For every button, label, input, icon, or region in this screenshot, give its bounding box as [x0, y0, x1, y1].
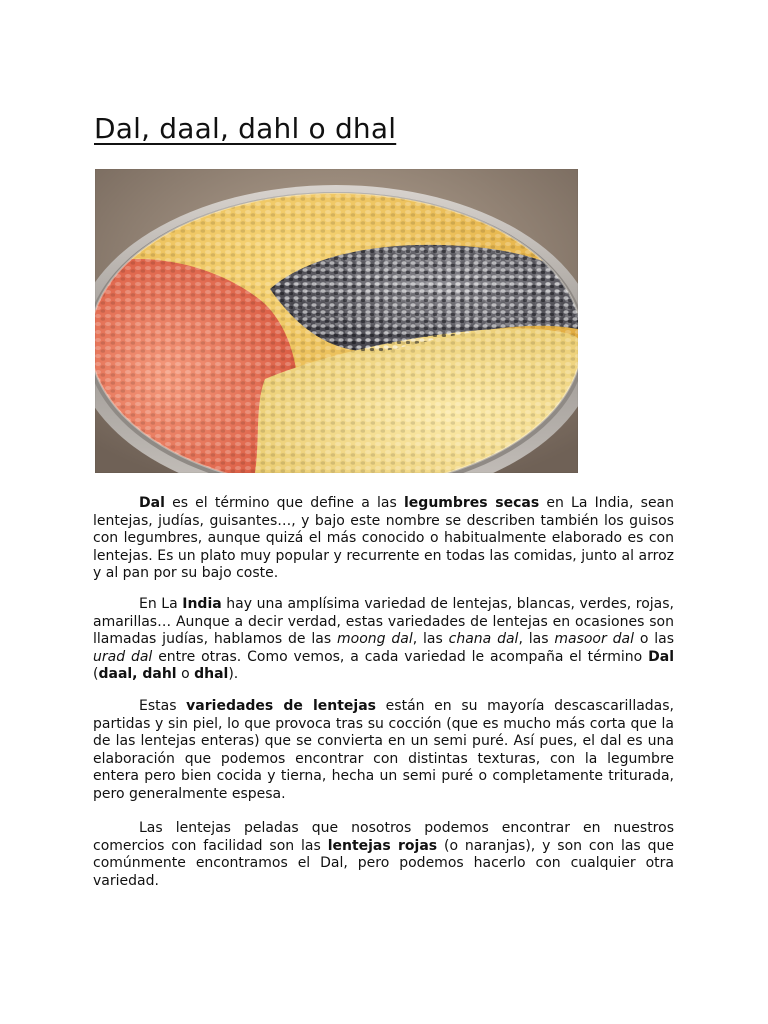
italic-text: moong dal — [337, 631, 413, 647]
text-run: , las — [412, 631, 449, 647]
paragraph-2 — [93, 596, 674, 684]
text-run: entre otras. Como vemos, a cada variedad le acompaña el término — [152, 648, 649, 665]
text-run: ( — [93, 666, 99, 682]
bold-text: daal, dahl — [98, 666, 177, 682]
text-run: Las lentejas peladas que nosotros podemos encontrar en nuestros comercios con facilidad son las — [93, 820, 674, 854]
bold-text: dhal — [194, 666, 229, 682]
text-run: hay una amplísima variedad de lentejas, blancas, verdes, rojas, amarillas… Aunque a decir verdad, estas variedades de lentejas en ocasiones son llamadas judías, hablamos de las — [93, 596, 674, 647]
bold-text: India — [182, 596, 222, 612]
lentils-photo — [95, 169, 578, 473]
paragraph-3 — [93, 698, 674, 803]
italic-text: masoor dal — [554, 631, 634, 647]
bold-text: lentejas rojas — [327, 837, 438, 854]
page-title: Dal, daal, dahl o dhal — [94, 112, 397, 145]
text-run: ). — [228, 666, 239, 682]
text-run: están en su mayoría descascarilladas, partidas y sin piel, lo que provoca tras su cocción (que es mucho más corta que la de las lentejas enteras) que se convierta en un semi puré. Así pues, el dal es una elaboración que podemos encontrar con distintas texturas, con la legumbre entera pero bien cocida y tierna, hecha un semi puré o completamente triturada, pero generalmente espesa. — [93, 698, 674, 802]
paragraph-3-text — [93, 698, 674, 803]
italic-text: urad dal — [93, 648, 153, 665]
italic-text: chana dal — [448, 631, 519, 647]
bold-text: legumbres secas — [404, 495, 540, 511]
paragraph-4 — [93, 820, 674, 890]
paragraph-4-text — [93, 820, 674, 890]
text-run: es el término que define a las — [164, 495, 404, 511]
text-run: En La — [139, 596, 183, 612]
text-run: (o naranjas), y son con las que comúnmente encontramos el Dal, pero podemos hacerlo con cualquier otra variedad. — [93, 837, 674, 889]
text-run: o las — [633, 631, 674, 647]
text-run: o — [176, 666, 195, 682]
paragraph-1-text — [93, 495, 674, 583]
text-run: Estas — [139, 698, 187, 714]
paragraph-1 — [93, 495, 674, 583]
bold-text: Dal — [648, 648, 674, 665]
text-run: en La India, sean lentejas, judías, guisantes…, y bajo este nombre se describen también los guisos con legumbres, aunque quizá el más conocido o habitualmente elaborado es con lentejas. Es un plato muy popular y recurrente en todas las comidas, junto al arroz y al pan por su bajo coste. — [93, 495, 675, 581]
bold-text: Dal — [139, 495, 165, 511]
text-run: , las — [518, 631, 555, 647]
bold-text: variedades de lentejas — [186, 698, 376, 714]
paragraph-2-text — [93, 596, 674, 684]
